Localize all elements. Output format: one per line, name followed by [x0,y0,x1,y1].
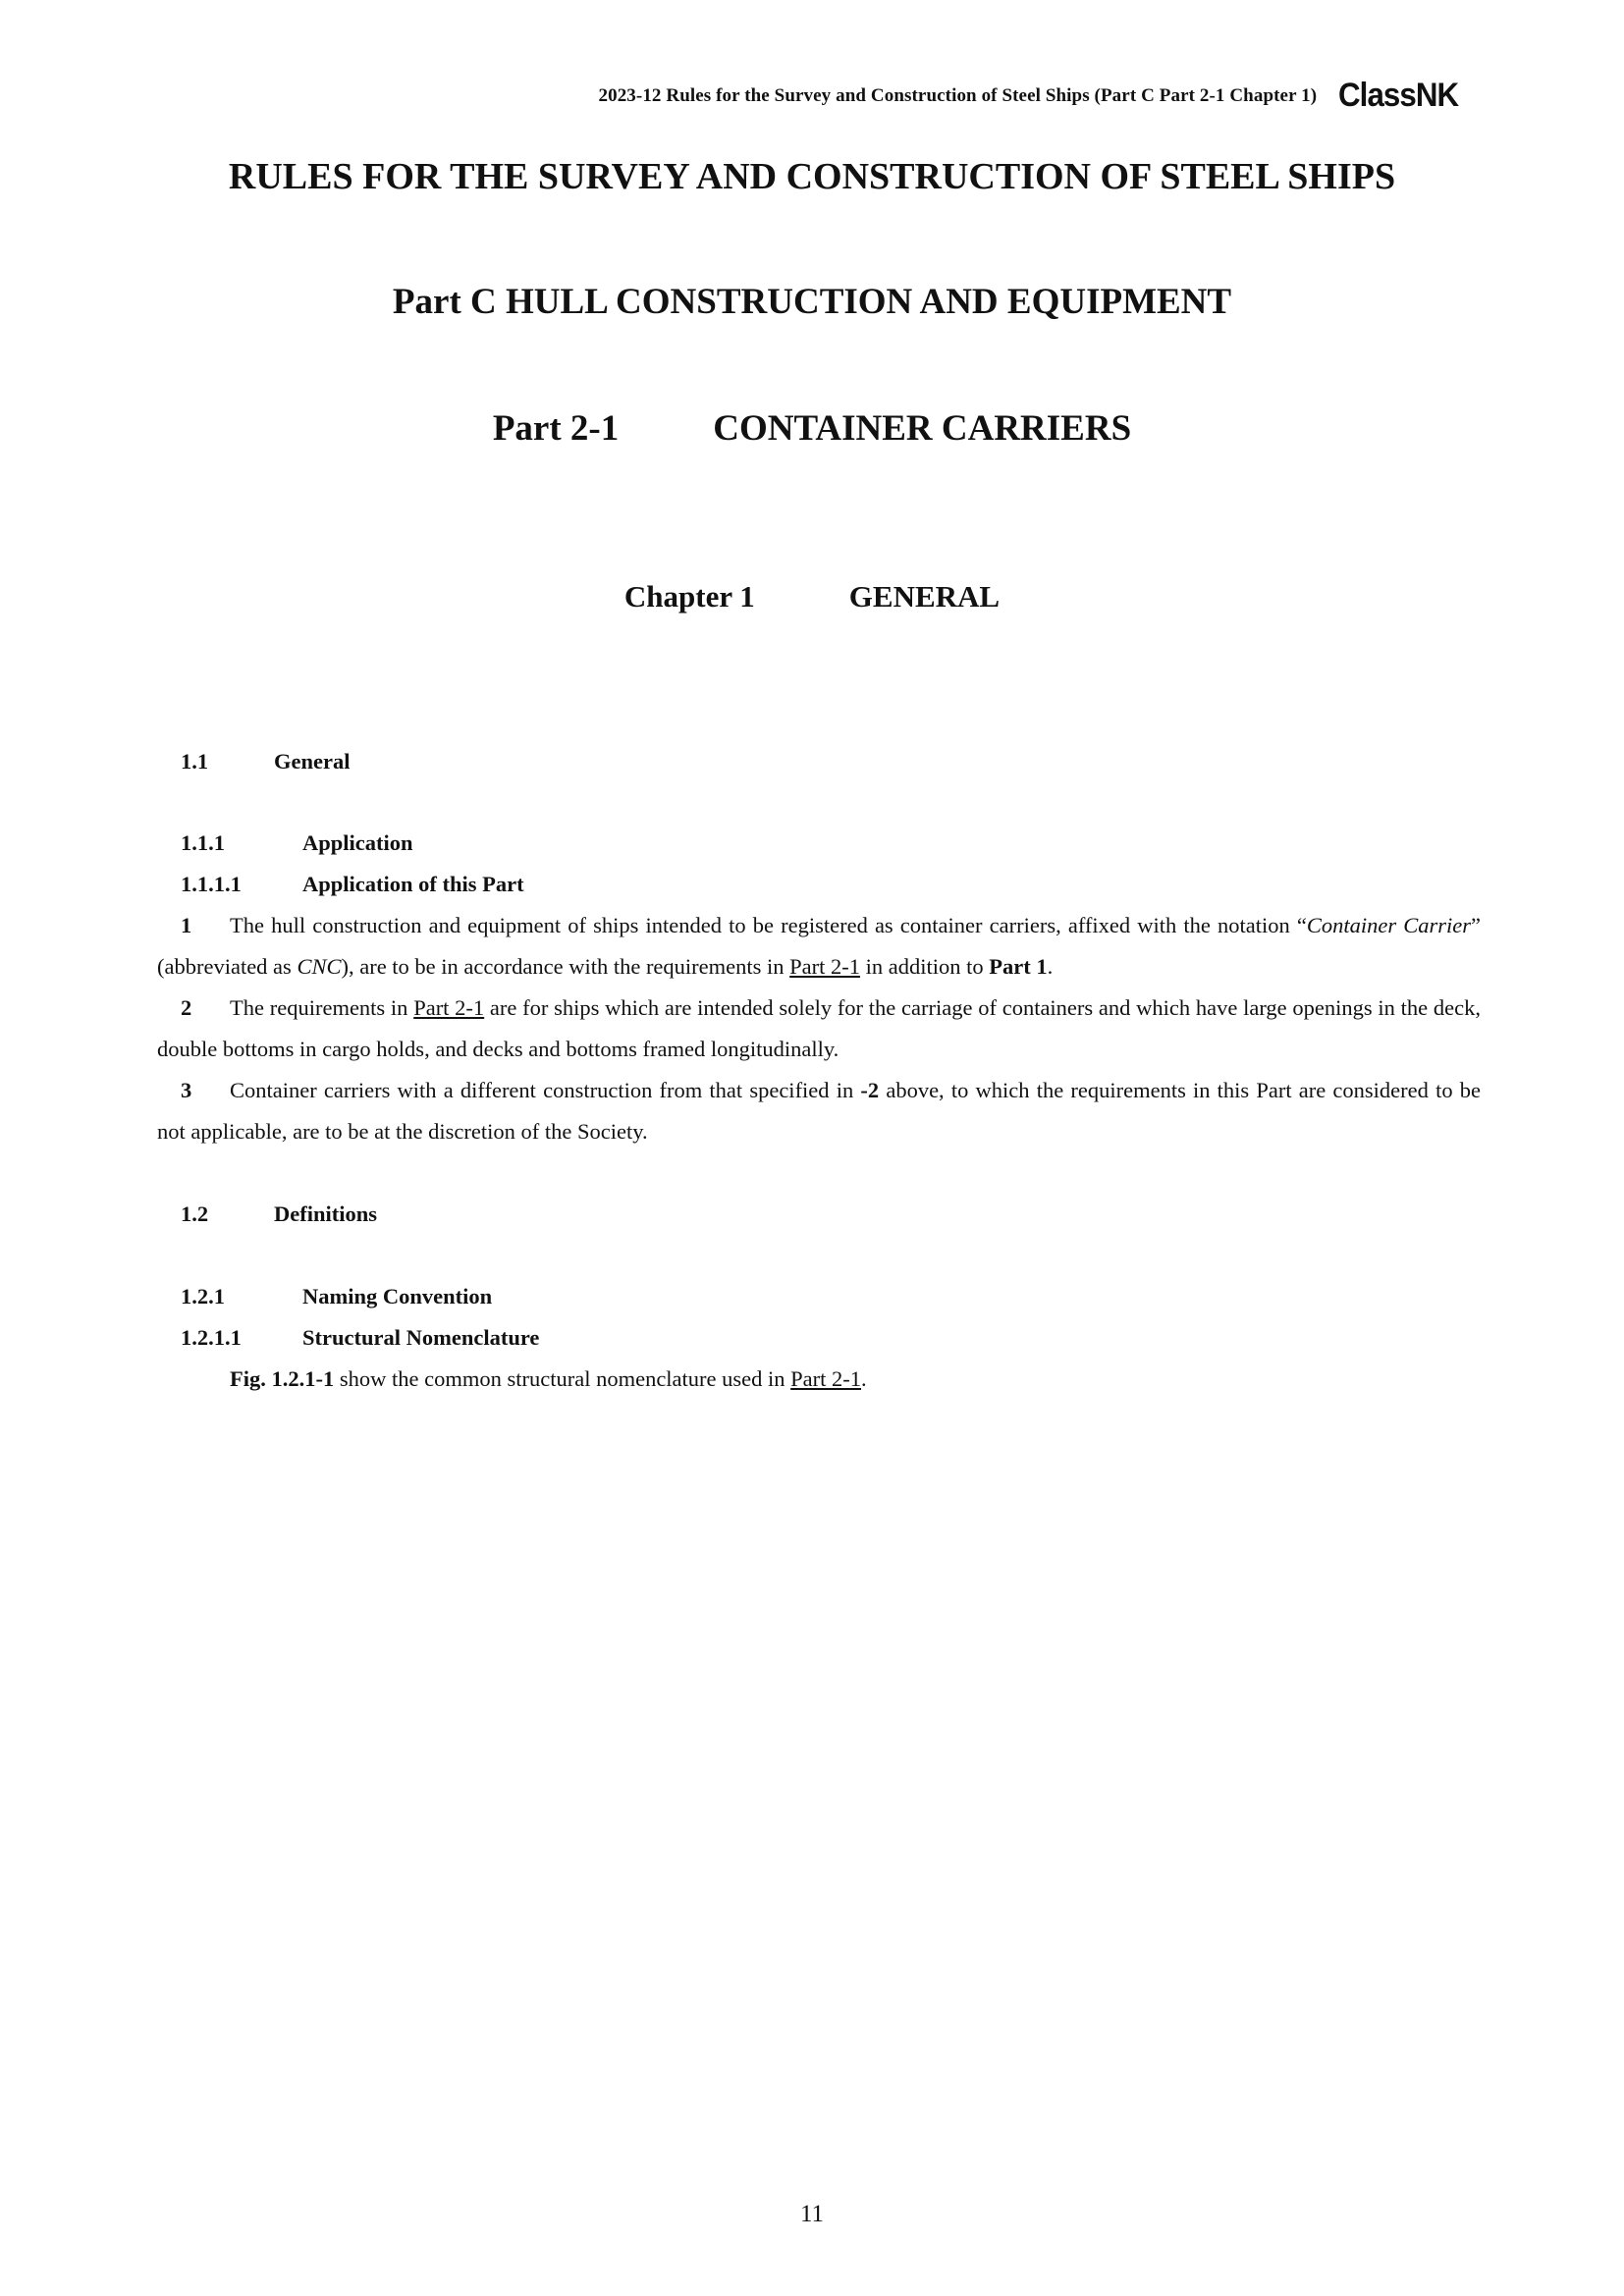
paragraph-number: 2 [181,995,192,1020]
text-run: are for ships which are intended solely for the carriage of containers and which have large openings in the deck, double bottoms in cargo holds, and decks and bottoms framed longitudinally. [157,995,1481,1061]
subsubsection-heading [181,1317,539,1359]
section-number: 1.2 [181,1201,209,1226]
part-title: Part C HULL CONSTRUCTION AND EQUIPMENT [392,282,1232,322]
text-run: ” (abbreviated as [157,913,1481,979]
paragraph-3 [157,1070,1481,1152]
section-heading [181,1194,377,1235]
paragraph-number: 3 [181,1078,192,1102]
notation-text: Container Carrier [1306,913,1471,937]
subsubsection-title: Structural Nomenclature [302,1325,540,1350]
subsection-title: Naming Convention [302,1284,493,1308]
document-title: RULES FOR THE SURVEY AND CONSTRUCTION OF STEEL SHIPS [228,156,1396,197]
section-title: Definitions [274,1201,378,1226]
chapter-title [0,579,1624,614]
text-run: . [1047,954,1054,979]
subsubsection-number: 1.2.1.1 [181,1325,242,1350]
chapter-number: Chapter 1 [623,579,755,614]
page-header [599,77,1470,115]
paragraph-reference: -2 [860,1078,880,1102]
text-run: The hull construction and equipment of ships intended to be registered as container carriers, affixed with the notation “ [230,913,1307,937]
subsubsection-title: Application of this Part [302,872,524,896]
text-run: Container carriers with a different construction from that specified in [230,1078,861,1102]
paragraph-1 [157,905,1481,988]
subsection-number: 1.2.1 [181,1284,225,1308]
text-run: ), are to be in accordance with the requirements in [341,954,790,979]
running-title: 2023-12 Rules for the Survey and Construction of Steel Ships (Part C Part 2-1 Chapter 1) [598,84,1318,106]
subpart-number: Part 2-1 [492,408,620,449]
text-run: . [861,1366,867,1391]
paragraph-4 [157,1359,1481,1400]
subsection-heading [181,823,413,864]
paragraph-2 [157,988,1481,1070]
text-run: above, to which the requirements in this Part are considered to be not applicable, are to be at the discretion of the Society. [157,1078,1481,1144]
section-number: 1.1 [181,749,209,774]
section-title: General [274,749,351,774]
classnk-logo: ClassNK [1338,77,1459,114]
paragraph-number: 1 [181,913,192,937]
abbreviation-text: CNC [297,954,342,979]
subsubsection-number: 1.1.1.1 [181,872,242,896]
text-run: The requirements in [230,995,414,1020]
section-heading [181,741,350,782]
text-run: show the common structural nomenclature used in [334,1366,791,1391]
subpart-name: CONTAINER CARRIERS [713,408,1132,449]
subsection-number: 1.1.1 [181,830,225,855]
cross-reference-link[interactable]: Part 2-1 [789,954,861,979]
cross-reference-link[interactable]: Part 2-1 [790,1366,862,1391]
subsubsection-heading [181,864,524,905]
subsection-title: Application [302,830,413,855]
page-number: 11 [799,2201,825,2227]
subpart-title [0,407,1624,450]
cross-reference-link[interactable]: Part 2-1 [413,995,485,1020]
chapter-name: GENERAL [848,579,1001,614]
text-run: in addition to [860,954,990,979]
part-reference: Part 1 [989,954,1048,979]
figure-reference: Fig. 1.2.1-1 [230,1366,335,1391]
subsection-heading [181,1276,492,1317]
